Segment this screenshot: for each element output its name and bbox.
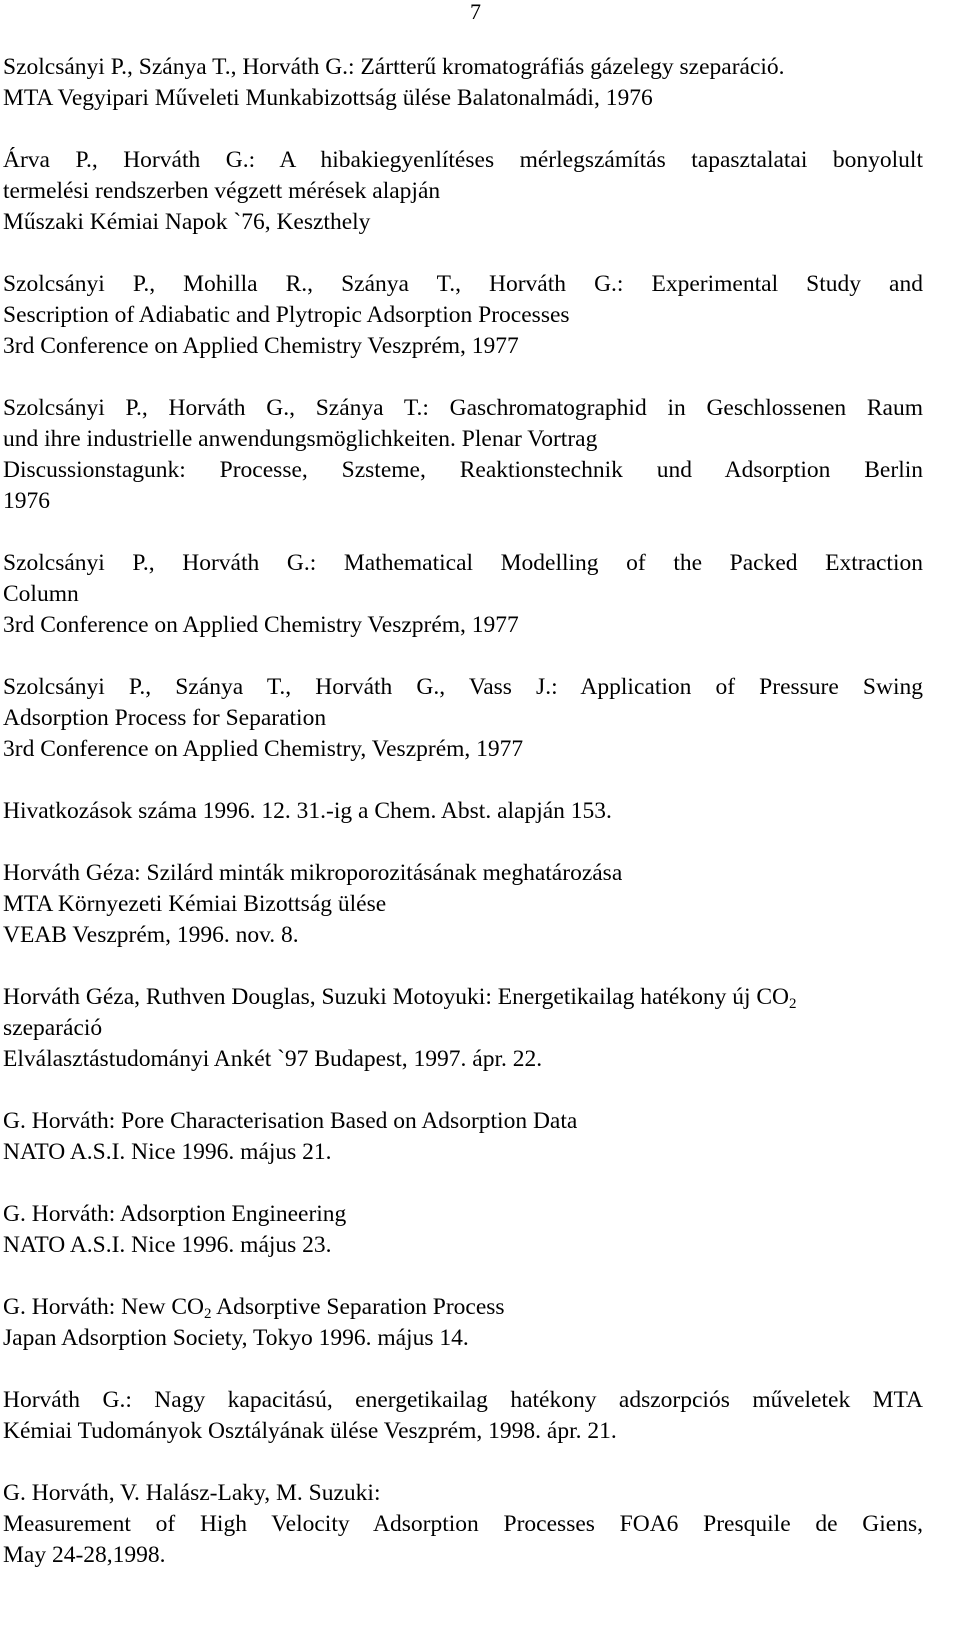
reference-entry [3, 1478, 923, 1571]
reference-line: Column [3, 581, 79, 607]
reference-line: MTA Vegyipari Műveleti Munkabizottság ülése Balatonalmádi, 1976 [3, 85, 653, 111]
reference-list [3, 52, 923, 1571]
reference-line: Discussionstagunk: Processe, Szsteme, Reaktionstechnik und Adsorption Berlin [3, 457, 923, 483]
reference-line: Kémiai Tudományok Osztályának ülése Veszprém, 1998. ápr. 21. [3, 1418, 617, 1444]
subscript-text: 2 [204, 1306, 212, 1322]
reference-line: G. Horváth, V. Halász-Laky, M. Suzuki: [3, 1480, 381, 1506]
line-text: Adsorptive Separation Process [211, 1294, 505, 1320]
line-text: G. Horváth: New CO [3, 1294, 205, 1320]
reference-line: Adsorption Process for Separation [3, 705, 327, 731]
reference-line: G. Horváth: Pore Characterisation Based on Adsorption Data [3, 1108, 578, 1134]
reference-line: 3rd Conference on Applied Chemistry, Veszprém, 1977 [3, 736, 524, 762]
reference-line: Sescription of Adiabatic and Plytropic Adsorption Processes [3, 302, 570, 328]
reference-line [3, 1292, 923, 1323]
reference-entry [3, 548, 923, 641]
reference-line: May 24-28,1998. [3, 1542, 166, 1568]
reference-line: szeparáció [3, 1015, 103, 1041]
reference-line: NATO A.S.I. Nice 1996. május 23. [3, 1232, 332, 1258]
reference-line: termelési rendszerben végzett mérések alapján [3, 178, 441, 204]
subscript-text: 2 [789, 996, 797, 1012]
reference-line: VEAB Veszprém, 1996. nov. 8. [3, 922, 299, 948]
reference-line: und ihre industrielle anwendungsmöglichkeiten. Plenar Vortrag [3, 426, 598, 452]
reference-line: MTA Környezeti Kémiai Bizottság ülése [3, 891, 387, 917]
reference-line: Hivatkozások száma 1996. 12. 31.-ig a Chem. Abst. alapján 153. [3, 798, 612, 824]
reference-line: Műszaki Kémiai Napok `76, Keszthely [3, 209, 371, 235]
reference-line: 3rd Conference on Applied Chemistry Veszprém, 1977 [3, 333, 519, 359]
reference-line: NATO A.S.I. Nice 1996. május 21. [3, 1139, 332, 1165]
reference-line: Szolcsányi P., Horváth G., Szánya T.: Gaschromatographid in Geschlossenen Raum [3, 395, 923, 421]
reference-line: Measurement of High Velocity Adsorption Processes FOA6 Presquile de Giens, [3, 1511, 923, 1537]
reference-line: Szolcsányi P., Szánya T., Horváth G., Vass J.: Application of Pressure Swing [3, 674, 923, 700]
reference-entry [3, 145, 923, 238]
reference-entry [3, 393, 923, 517]
reference-line: 3rd Conference on Applied Chemistry Veszprém, 1977 [3, 612, 519, 638]
reference-line: Horváth G.: Nagy kapacitású, energetikailag hatékony adszorpciós műveletek MTA [3, 1387, 923, 1413]
reference-entry [3, 1199, 923, 1261]
reference-entry [3, 982, 923, 1075]
line-text: Horváth Géza, Ruthven Douglas, Suzuki Motoyuki: Energetikailag hatékony új CO [3, 984, 790, 1010]
reference-entry [3, 858, 923, 951]
reference-line: Japan Adsorption Society, Tokyo 1996. május 14. [3, 1325, 469, 1351]
page-number: 7 [470, 0, 481, 24]
reference-entry [3, 1385, 923, 1447]
reference-line: Szolcsányi P., Horváth G.: Mathematical Modelling of the Packed Extraction [3, 550, 923, 576]
reference-entry [3, 672, 923, 765]
citation-count-entry [3, 796, 923, 827]
reference-entry [3, 1292, 923, 1354]
reference-entry [3, 1106, 923, 1168]
reference-line: Szolcsányi P., Mohilla R., Szánya T., Horváth G.: Experimental Study and [3, 271, 923, 297]
reference-line [3, 982, 923, 1013]
reference-entry [3, 269, 923, 362]
reference-line: Árva P., Horváth G.: A hibakiegyenlítéses mérlegszámítás tapasztalatai bonyolult [3, 147, 923, 173]
reference-line: Szolcsányi P., Szánya T., Horváth G.: Zártterű kromatográfiás gázelegy szeparáció. [3, 54, 785, 80]
reference-line: G. Horváth: Adsorption Engineering [3, 1201, 347, 1227]
reference-line: 1976 [3, 488, 50, 514]
reference-line: Horváth Géza: Szilárd minták mikroporozitásának meghatározása [3, 860, 623, 886]
reference-entry [3, 52, 923, 114]
reference-line: Elválasztástudományi Ankét `97 Budapest, 1997. ápr. 22. [3, 1046, 543, 1072]
